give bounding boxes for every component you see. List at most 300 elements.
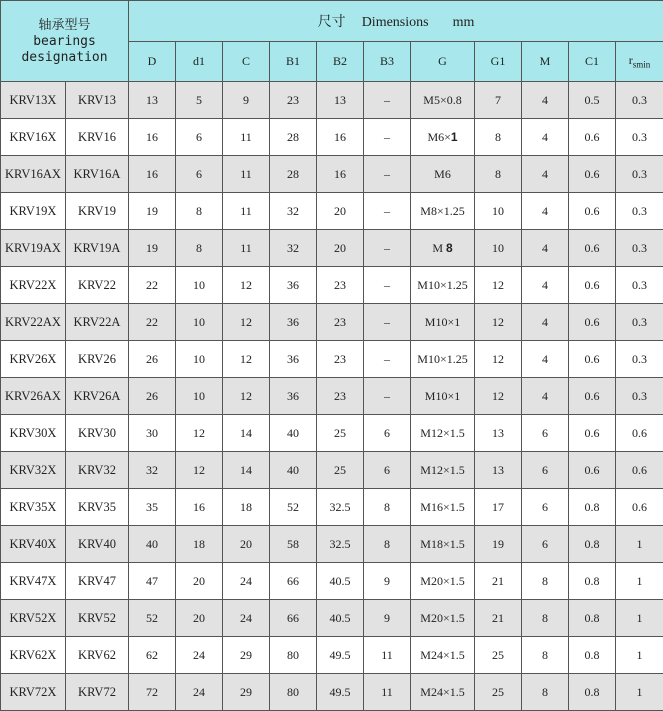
cell-C1-text: 0.6	[585, 315, 600, 329]
cell-M	[522, 193, 569, 230]
cell-B1	[270, 267, 317, 304]
cell-G-text: M18×1.5	[420, 537, 464, 551]
cell-C	[223, 378, 270, 415]
cell-B3-text: –	[384, 93, 390, 107]
cell-C	[223, 563, 270, 600]
cell-C	[223, 230, 270, 267]
cell-G-text: M5×0.8	[423, 93, 461, 107]
cell-b	[66, 304, 129, 341]
cell-M-text: 4	[542, 315, 548, 329]
cell-B1	[270, 304, 317, 341]
cell-D-text: 30	[146, 426, 158, 440]
cell-G-text: M10×1.25	[417, 278, 467, 292]
cell-r-text: 0.3	[632, 241, 647, 255]
col-header-M: M	[522, 42, 569, 82]
cell-B1-text: 36	[287, 315, 299, 329]
cell-d1	[176, 119, 223, 156]
cell-G1	[475, 674, 522, 711]
cell-r	[616, 526, 663, 563]
cell-d1	[176, 452, 223, 489]
cell-G-text: M20×1.5	[420, 574, 464, 588]
dimensions-en-label: Dimensions	[362, 15, 429, 30]
cell-C1-text: 0.6	[585, 167, 600, 181]
cell-C	[223, 119, 270, 156]
cell-B1	[270, 82, 317, 119]
cell-C	[223, 193, 270, 230]
cell-C-text: 29	[240, 685, 252, 699]
cell-r-text: 0.3	[632, 93, 647, 107]
cell-B1	[270, 156, 317, 193]
cell-B3	[364, 452, 411, 489]
cell-d1	[176, 193, 223, 230]
cell-G-text: M10×1	[425, 315, 460, 329]
col-header-d1: d1	[176, 42, 223, 82]
cell-d1	[176, 341, 223, 378]
cell-d1-text: 18	[193, 537, 205, 551]
rsmin-sub: smin	[633, 60, 651, 70]
cell-d1-text: 20	[193, 574, 205, 588]
cell-D-text: 19	[146, 241, 158, 255]
cell-B2	[317, 415, 364, 452]
cell-G-text: M10×1.25	[417, 352, 467, 366]
cell-a	[1, 119, 66, 156]
cell-C	[223, 267, 270, 304]
cell-B1	[270, 341, 317, 378]
cell-B3-text: –	[384, 167, 390, 181]
cell-M-text: 4	[542, 130, 548, 144]
cell-C-text: 24	[240, 574, 252, 588]
cell-b	[66, 341, 129, 378]
cell-C1-text: 0.8	[585, 685, 600, 699]
cell-d1-text: 6	[196, 167, 202, 181]
cell-C-text: 12	[240, 389, 252, 403]
cell-M	[522, 415, 569, 452]
table-row	[1, 637, 663, 674]
cell-M-text: 4	[542, 204, 548, 218]
cell-r-text: 0.3	[632, 389, 647, 403]
cell-B3-text: 11	[381, 685, 393, 699]
cell-B1	[270, 230, 317, 267]
cell-B3-text: –	[384, 389, 390, 403]
table-row	[1, 600, 663, 637]
cell-G1-text: 10	[492, 241, 504, 255]
cell-G	[411, 600, 475, 637]
cell-r-text: 0.6	[632, 463, 647, 477]
cell-d1	[176, 600, 223, 637]
cell-D	[129, 637, 176, 674]
col-header-B3: B3	[364, 42, 411, 82]
cell-G	[411, 82, 475, 119]
cell-d1-text: 10	[193, 389, 205, 403]
cell-r-text: 0.3	[632, 278, 647, 292]
designation-en-line1: bearings	[1, 34, 128, 50]
cell-B2	[317, 341, 364, 378]
cell-b-text: KRV26	[78, 352, 116, 366]
cell-r	[616, 600, 663, 637]
cell-B2-text: 23	[334, 278, 346, 292]
cell-G1	[475, 82, 522, 119]
cell-B3-text: –	[384, 241, 390, 255]
cell-B2-text: 20	[334, 204, 346, 218]
cell-G1-text: 12	[492, 315, 504, 329]
cell-B1	[270, 119, 317, 156]
cell-B3-text: –	[384, 278, 390, 292]
cell-a	[1, 378, 66, 415]
cell-D	[129, 378, 176, 415]
cell-D	[129, 193, 176, 230]
cell-C1-text: 0.5	[585, 93, 600, 107]
cell-d1	[176, 378, 223, 415]
cell-B1-text: 40	[287, 426, 299, 440]
cell-B3	[364, 415, 411, 452]
cell-G	[411, 156, 475, 193]
cell-B2	[317, 452, 364, 489]
cell-B2-text: 16	[334, 167, 346, 181]
cell-B3-text: 6	[384, 426, 390, 440]
cell-G-text: M	[432, 241, 446, 255]
cell-a	[1, 415, 66, 452]
cell-b	[66, 600, 129, 637]
cell-D	[129, 304, 176, 341]
cell-G1-text: 25	[492, 685, 504, 699]
cell-C1	[569, 341, 616, 378]
cell-B2	[317, 489, 364, 526]
cell-r	[616, 267, 663, 304]
cell-B1-text: 80	[287, 648, 299, 662]
cell-C-text: 12	[240, 352, 252, 366]
cell-D-text: 52	[146, 611, 158, 625]
cell-r	[616, 230, 663, 267]
cell-G1-text: 17	[492, 500, 504, 514]
cell-b-text: KRV19	[78, 204, 116, 218]
cell-B2-text: 40.5	[330, 611, 351, 625]
cell-C-text: 12	[240, 315, 252, 329]
cell-D-text: 35	[146, 500, 158, 514]
table-row	[1, 341, 663, 378]
cell-B3	[364, 674, 411, 711]
cell-B1-text: 66	[287, 611, 299, 625]
cell-M-text: 4	[542, 93, 548, 107]
cell-D	[129, 82, 176, 119]
cell-d1	[176, 304, 223, 341]
cell-G	[411, 230, 475, 267]
cell-G	[411, 452, 475, 489]
cell-M	[522, 378, 569, 415]
dimensions-cn-label: 尺寸	[318, 14, 346, 30]
cell-r-text: 0.3	[632, 352, 647, 366]
cell-d1-text: 12	[193, 426, 205, 440]
cell-B1-text: 23	[287, 93, 299, 107]
cell-b-text: KRV47	[78, 574, 116, 588]
cell-M	[522, 341, 569, 378]
cell-a-text: KRV52X	[10, 611, 57, 625]
cell-B3	[364, 267, 411, 304]
cell-B1	[270, 378, 317, 415]
cell-d1-text: 12	[193, 463, 205, 477]
cell-r-text: 0.3	[632, 167, 647, 181]
cell-a-text: KRV26X	[10, 352, 57, 366]
cell-C	[223, 82, 270, 119]
cell-G	[411, 489, 475, 526]
cell-G	[411, 415, 475, 452]
cell-B2	[317, 674, 364, 711]
cell-B3	[364, 341, 411, 378]
cell-C1-text: 0.6	[585, 278, 600, 292]
cell-M	[522, 119, 569, 156]
cell-C1	[569, 193, 616, 230]
cell-C1	[569, 563, 616, 600]
cell-C-text: 9	[243, 93, 249, 107]
cell-B3-text: 8	[384, 537, 390, 551]
cell-G-bold-suffix: 8	[446, 241, 453, 255]
table-row	[1, 156, 663, 193]
cell-r	[616, 119, 663, 156]
cell-G-text: M16×1.5	[420, 500, 464, 514]
cell-d1	[176, 674, 223, 711]
cell-C1-text: 0.6	[585, 204, 600, 218]
cell-b-text: KRV62	[78, 648, 116, 662]
cell-B3	[364, 637, 411, 674]
cell-M	[522, 304, 569, 341]
cell-B3-text: –	[384, 352, 390, 366]
cell-d1-text: 16	[193, 500, 205, 514]
cell-G1-text: 21	[492, 574, 504, 588]
cell-G	[411, 637, 475, 674]
cell-C	[223, 415, 270, 452]
cell-B3-text: 6	[384, 463, 390, 477]
cell-B2	[317, 637, 364, 674]
cell-C1	[569, 230, 616, 267]
cell-d1-text: 20	[193, 611, 205, 625]
cell-d1	[176, 526, 223, 563]
cell-M	[522, 230, 569, 267]
cell-d1	[176, 267, 223, 304]
cell-C1-text: 0.8	[585, 648, 600, 662]
col-header-B2: B2	[317, 42, 364, 82]
cell-r-text: 0.6	[632, 500, 647, 514]
cell-C1	[569, 378, 616, 415]
cell-d1-text: 10	[193, 278, 205, 292]
cell-D-text: 26	[146, 389, 158, 403]
cell-a	[1, 82, 66, 119]
cell-D	[129, 526, 176, 563]
cell-r	[616, 378, 663, 415]
cell-b	[66, 637, 129, 674]
cell-C	[223, 489, 270, 526]
cell-b-text: KRV16	[78, 130, 116, 144]
cell-b-text: KRV30	[78, 426, 116, 440]
cell-a-text: KRV19AX	[5, 241, 61, 255]
cell-C	[223, 674, 270, 711]
cell-B2	[317, 230, 364, 267]
cell-D-text: 62	[146, 648, 158, 662]
cell-C	[223, 452, 270, 489]
cell-r	[616, 341, 663, 378]
cell-D	[129, 674, 176, 711]
cell-C1-text: 0.6	[585, 352, 600, 366]
cell-C	[223, 526, 270, 563]
cell-C1	[569, 637, 616, 674]
cell-G-text: M12×1.5	[420, 426, 464, 440]
cell-r	[616, 452, 663, 489]
cell-D	[129, 267, 176, 304]
cell-r-text: 0.3	[632, 130, 647, 144]
cell-D-text: 26	[146, 352, 158, 366]
cell-G	[411, 341, 475, 378]
cell-M	[522, 489, 569, 526]
cell-B1-text: 58	[287, 537, 299, 551]
cell-a-text: KRV62X	[10, 648, 57, 662]
cell-b-text: KRV32	[78, 463, 116, 477]
cell-a	[1, 563, 66, 600]
cell-C1-text: 0.8	[585, 574, 600, 588]
cell-B1-text: 80	[287, 685, 299, 699]
cell-B1-text: 52	[287, 500, 299, 514]
cell-B2	[317, 563, 364, 600]
cell-B2-text: 20	[334, 241, 346, 255]
cell-B2	[317, 193, 364, 230]
cell-M-text: 6	[542, 463, 548, 477]
designation-header	[1, 1, 129, 82]
cell-G1	[475, 341, 522, 378]
cell-b-text: KRV13	[78, 93, 116, 107]
cell-M	[522, 156, 569, 193]
cell-B2-text: 32.5	[330, 537, 351, 551]
cell-C-text: 14	[240, 463, 252, 477]
cell-B1	[270, 563, 317, 600]
col-header-rsmin	[616, 42, 663, 82]
cell-B3	[364, 378, 411, 415]
cell-C1	[569, 415, 616, 452]
cell-G1-text: 10	[492, 204, 504, 218]
col-header-G1: G1	[475, 42, 522, 82]
cell-D-text: 40	[146, 537, 158, 551]
cell-D	[129, 230, 176, 267]
cell-B1	[270, 193, 317, 230]
cell-b	[66, 378, 129, 415]
cell-r	[616, 193, 663, 230]
cell-C	[223, 637, 270, 674]
table-row	[1, 378, 663, 415]
cell-a	[1, 230, 66, 267]
cell-G-text: M24×1.5	[420, 685, 464, 699]
cell-d1	[176, 489, 223, 526]
cell-G1-text: 13	[492, 426, 504, 440]
cell-b	[66, 230, 129, 267]
cell-d1	[176, 637, 223, 674]
cell-b-text: KRV19A	[74, 241, 121, 255]
cell-B2-text: 32.5	[330, 500, 351, 514]
cell-B1-text: 32	[287, 204, 299, 218]
cell-M-text: 4	[542, 352, 548, 366]
cell-G1	[475, 415, 522, 452]
cell-r	[616, 304, 663, 341]
cell-G1	[475, 489, 522, 526]
cell-r	[616, 637, 663, 674]
cell-B1-text: 28	[287, 130, 299, 144]
cell-D-text: 22	[146, 315, 158, 329]
cell-a	[1, 304, 66, 341]
cell-b	[66, 119, 129, 156]
cell-G-text: M6	[434, 167, 451, 181]
cell-b-text: KRV16A	[74, 167, 121, 181]
table-row	[1, 193, 663, 230]
cell-D-text: 19	[146, 204, 158, 218]
cell-r-text: 1	[637, 611, 643, 625]
cell-B2-text: 23	[334, 315, 346, 329]
cell-b	[66, 563, 129, 600]
cell-B3	[364, 600, 411, 637]
designation-cn-label: 轴承型号	[1, 17, 128, 34]
cell-d1-text: 5	[196, 93, 202, 107]
cell-G1	[475, 193, 522, 230]
cell-d1-text: 24	[193, 648, 205, 662]
table-row	[1, 415, 663, 452]
table-row	[1, 674, 663, 711]
cell-B3-text: –	[384, 130, 390, 144]
cell-D	[129, 489, 176, 526]
cell-B3	[364, 230, 411, 267]
cell-G1	[475, 637, 522, 674]
table-row	[1, 489, 663, 526]
cell-B1	[270, 674, 317, 711]
cell-B2-text: 23	[334, 352, 346, 366]
cell-a	[1, 637, 66, 674]
cell-M-text: 4	[542, 241, 548, 255]
dimensions-header	[129, 1, 663, 42]
cell-G	[411, 674, 475, 711]
cell-C-text: 11	[240, 241, 252, 255]
cell-C1	[569, 304, 616, 341]
cell-r	[616, 674, 663, 711]
cell-b	[66, 452, 129, 489]
cell-D	[129, 452, 176, 489]
cell-B1-text: 40	[287, 463, 299, 477]
col-header-C: C	[223, 42, 270, 82]
cell-M	[522, 563, 569, 600]
cell-b-text: KRV22A	[74, 315, 121, 329]
cell-a	[1, 267, 66, 304]
cell-G1	[475, 267, 522, 304]
cell-C1	[569, 452, 616, 489]
cell-a-text: KRV40X	[10, 537, 57, 551]
cell-C1-text: 0.6	[585, 130, 600, 144]
cell-B3	[364, 193, 411, 230]
cell-G-text: M8×1.25	[420, 204, 464, 218]
cell-B1-text: 28	[287, 167, 299, 181]
cell-M-text: 6	[542, 426, 548, 440]
cell-b-text: KRV72	[78, 685, 116, 699]
cell-b	[66, 156, 129, 193]
cell-B1-text: 36	[287, 352, 299, 366]
cell-a	[1, 452, 66, 489]
cell-a-text: KRV30X	[10, 426, 57, 440]
cell-D-text: 16	[146, 130, 158, 144]
cell-M-text: 6	[542, 537, 548, 551]
cell-B2-text: 16	[334, 130, 346, 144]
cell-M-text: 6	[542, 500, 548, 514]
cell-M-text: 4	[542, 278, 548, 292]
cell-G-text: M24×1.5	[420, 648, 464, 662]
cell-b	[66, 674, 129, 711]
cell-M-text: 4	[542, 167, 548, 181]
cell-G1-text: 21	[492, 611, 504, 625]
cell-B1-text: 36	[287, 389, 299, 403]
cell-M	[522, 526, 569, 563]
cell-C1-text: 0.8	[585, 537, 600, 551]
cell-b-text: KRV52	[78, 611, 116, 625]
cell-B3-text: 9	[384, 574, 390, 588]
